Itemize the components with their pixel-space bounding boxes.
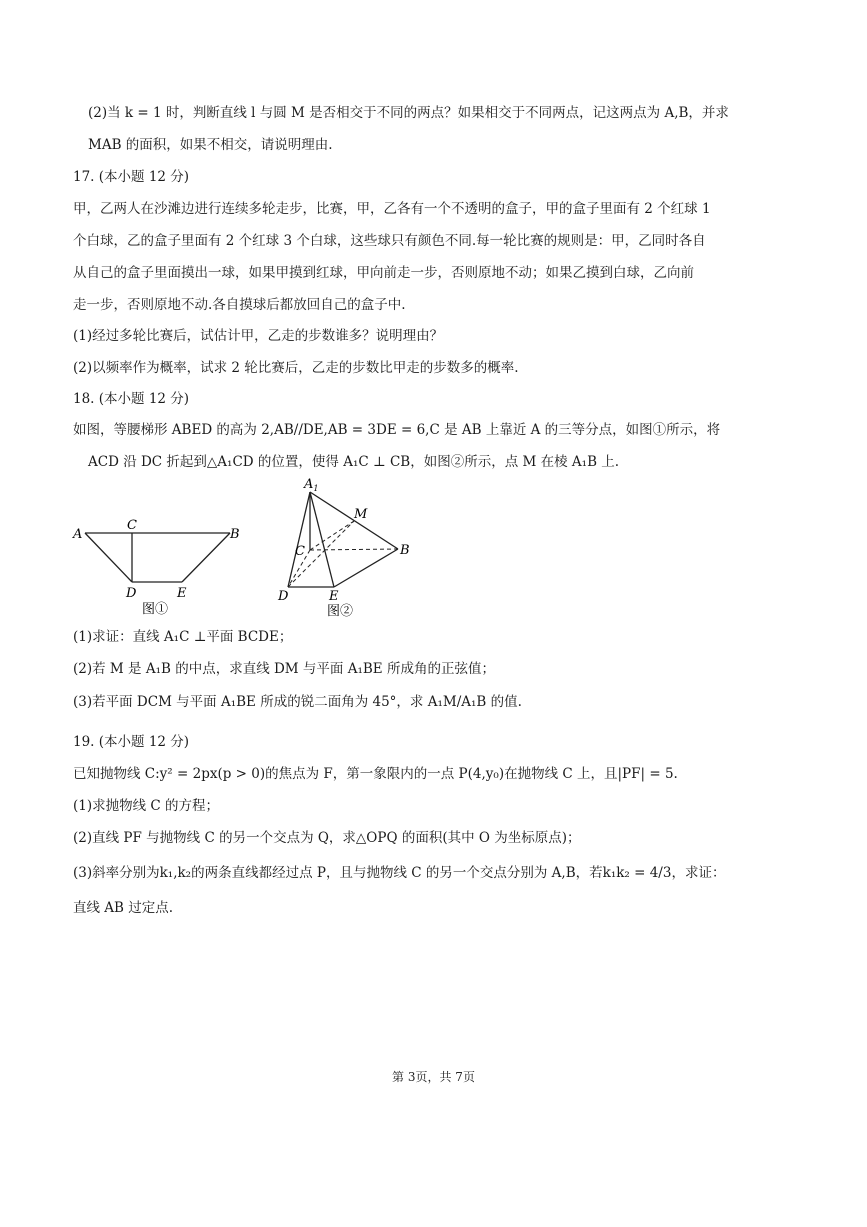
label-e: E xyxy=(177,586,187,601)
label-e2: E xyxy=(329,589,339,604)
edge-cb-dashed xyxy=(310,549,398,550)
figure-2-pyramid xyxy=(272,475,422,620)
q18-part2: (2)若 M 是 A₁B 的中点，求直线 DM 与平面 A₁BE 所成角的正弦值； xyxy=(73,661,495,677)
label-b: B xyxy=(230,527,240,542)
q17-text-line2: 个白球，乙的盒子里面有 2 个红球 3 个白球，这些球只有颜色不同.每一轮比赛的规则是：甲，乙同时各自 xyxy=(73,233,706,249)
edge-cm-dashed xyxy=(310,521,354,550)
figure-1-trapezoid xyxy=(70,515,250,620)
label-a: A xyxy=(73,527,83,542)
figure-2-caption: 图② xyxy=(327,604,354,619)
q19-text: 已知抛物线 C:y² = 2px(p > 0)的焦点为 F，第一象限内的一点 P(4,y₀)在抛物线 C 上，且|PF| = 5. xyxy=(73,766,678,782)
q19-part3-line2: 直线 AB 过定点. xyxy=(73,900,174,916)
segment-be xyxy=(182,533,230,582)
q18-header: 18. (本小题 12 分) xyxy=(73,391,190,407)
figure-1-caption: 图① xyxy=(142,602,169,617)
edge-a1e xyxy=(310,492,334,587)
q16-part2-line2: MAB 的面积，如果不相交，请说明理由. xyxy=(88,137,333,153)
q19-header: 19. (本小题 12 分) xyxy=(73,734,190,750)
q18-part1: (1)求证：直线 A₁C ⊥平面 BCDE； xyxy=(73,629,293,645)
q17-text-line1: 甲，乙两人在沙滩边进行连续多轮走步，比赛，甲，乙各有一个不透明的盒子，甲的盒子里面有 2 个红球 1 xyxy=(73,201,711,217)
q18-text-line2: ACD 沿 DC 折起到△A₁CD 的位置，使得 A₁C ⊥ CB，如图②所示，点 M 在棱 A₁B 上. xyxy=(88,454,620,470)
q17-part2: (2)以频率作为概率，试求 2 轮比赛后，乙走的步数比甲走的步数多的概率. xyxy=(73,360,519,376)
q17-header: 17. (本小题 12 分) xyxy=(73,169,190,185)
edge-eb xyxy=(334,549,398,587)
page-footer: 第 3页，共 7页 xyxy=(392,1070,475,1084)
edge-a1d xyxy=(288,492,310,587)
label-b2: B xyxy=(400,543,410,558)
label-d2: D xyxy=(278,589,289,604)
q19-part2: (2)直线 PF 与抛物线 C 的另一个交点为 Q，求△OPQ 的面积(其中 O 为坐标原点)； xyxy=(73,830,581,846)
label-a1: $A_1$ xyxy=(304,477,319,493)
q17-text-line4: 走一步，否则原地不动.各自摸球后都放回自己的盒子中. xyxy=(73,297,406,313)
label-m: M xyxy=(354,507,368,522)
q18-part3: (3)若平面 DCM 与平面 A₁BE 所成的锐二面角为 45°，求 A₁M/A₁B 的值. xyxy=(73,694,522,710)
label-c2: C xyxy=(295,544,305,559)
label-c: C xyxy=(127,518,137,533)
q19-part1: (1)求抛物线 C 的方程； xyxy=(73,798,220,814)
q17-part1: (1)经过多轮比赛后，试估计甲，乙走的步数谁多？说明理由？ xyxy=(73,328,444,344)
q18-text-line1: 如图，等腰梯形 ABED 的高为 2,AB//DE,AB = 3DE = 6,C 是 AB 上靠近 A 的三等分点，如图①所示，将 xyxy=(73,422,721,438)
segment-ad xyxy=(85,533,132,582)
q19-part3-line1: (3)斜率分别为k₁,k₂的两条直线都经过点 P，且与抛物线 C 的另一个交点分别为 A,B，若k₁k₂ = 4/3，求证： xyxy=(73,865,726,881)
label-d: D xyxy=(126,586,137,601)
q17-text-line3: 从自己的盒子里面摸出一球，如果甲摸到红球，甲向前走一步，否则原地不动；如果乙摸到白球，乙向前 xyxy=(73,265,694,281)
q16-part2-line1: (2)当 k = 1 时，判断直线 l 与圆 M 是否相交于不同的两点？如果相交于不同两点，记这两点为 A,B，并求 xyxy=(88,105,729,121)
